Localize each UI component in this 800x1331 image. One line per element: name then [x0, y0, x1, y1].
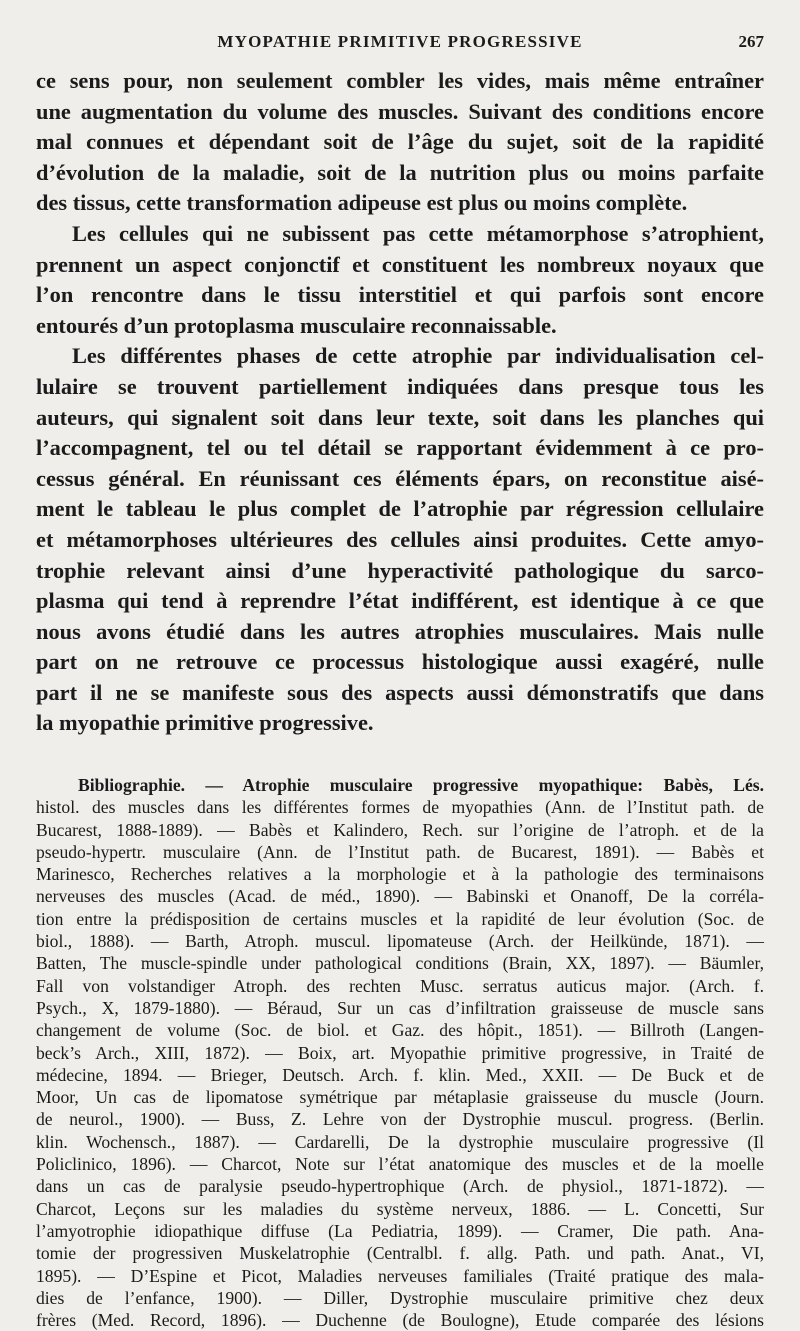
running-title: MYOPATHIE PRIMITIVE PROGRESSIVE	[217, 32, 583, 51]
bibliography	[36, 774, 764, 1331]
text-line: plasma qui tend à reprendre l’état indifférent, est identique à ce que	[36, 588, 764, 614]
bibliography-line: de neurol., 1900). — Buss, Z. Lehre von der Dystrophie muscul. progress. (Berlin.	[36, 1109, 764, 1130]
bibliography-line: dies de l’enfance, 1900). — Diller, Dystrophie musculaire primitive chez deux	[36, 1287, 764, 1308]
bibliography-line: klin. Wochensch., 1887). — Cardarelli, De la dystrophie musculaire progressive (Il	[36, 1131, 764, 1152]
text-line: part il ne se manifeste sous des aspects aussi démonstratifs que dans	[36, 679, 764, 705]
text-line: ce sens pour, non seulement combler les vides, mais même entraîner	[36, 68, 764, 93]
bibliography-line: 1895). — D’Espine et Picot, Maladies nerveuses familiales (Traité pratique des mala-	[36, 1265, 764, 1286]
bibliography-line: Psych., X, 1879-1880). — Béraud, Sur un cas d’infiltration graisseuse de muscle sans	[36, 997, 764, 1018]
page-number: 267	[738, 32, 764, 51]
text-line: cessus général. En réunissant ces éléments épars, on reconstitue aisé-	[36, 465, 764, 491]
bibliography-line: médecine, 1894. — Brieger, Deutsch. Arch. f. klin. Med., XXII. — De Buck et de	[36, 1064, 764, 1085]
page-header	[36, 28, 764, 58]
text-line: nous avons étudié dans les autres atrophies musculaires. Mais nulle	[36, 618, 764, 644]
bibliography-line: frères (Med. Record, 1896). — Duchenne (de Boulogne), Etude comparée des lésions	[36, 1310, 764, 1331]
bibliography-line: Policlinico, 1896). — Charcot, Note sur l’état anatomique des muscles et de la moelle	[36, 1154, 764, 1175]
bibliography-line: Marinesco, Recherches relatives a la morphologie et à la pathologie des terminaisons	[36, 864, 764, 885]
text-line: et métamorphoses ultérieures des cellules ainsi produites. Cette amyo-	[36, 526, 764, 552]
text-line: une augmentation du volume des muscles. Suivant des conditions encore	[36, 98, 764, 124]
text-line: mal connues et dépendant soit de l’âge du sujet, soit de la rapidité	[36, 129, 764, 155]
text-line: Les cellules qui ne subissent pas cette métamorphose s’atrophient,	[72, 220, 764, 246]
text-line: l’accompagnent, tel ou tel détail se rapportant évidemment à ce pro-	[36, 435, 764, 461]
bibliography-line: l’amyotrophie idiopathique diffuse (La Pediatria, 1899). — Cramer, Die path. Ana-	[36, 1220, 764, 1241]
bibliography-line: biol., 1888). — Barth, Atroph. muscul. lipomateuse (Arch. der Heilkünde, 1871). —	[36, 931, 764, 952]
bibliography-heading-line: Bibliographie. — Atrophie musculaire progressive myopathique: Babès, Lés.	[78, 775, 764, 795]
text-line: trophie relevant ainsi d’une hyperactivité pathologique du sarco-	[36, 557, 764, 583]
bibliography-line: dans un cas de paralysie pseudo-hypertrophique (Arch. de physiol., 1871-1872). —	[36, 1176, 764, 1197]
text-line: part on ne retrouve ce processus histologique aussi exagéré, nulle	[36, 649, 764, 675]
bibliography-line: changement de volume (Soc. de biol. et Gaz. des hôpit., 1851). — Billroth (Langen-	[36, 1020, 764, 1041]
bibliography-line: Batten, The muscle-spindle under pathological conditions (Brain, XX, 1897). — Bäumler,	[36, 953, 764, 974]
bibliography-line: Charcot, Leçons sur les maladies du système nerveux, 1886. — L. Concetti, Sur	[36, 1198, 764, 1219]
text-line: lulaire se trouvent partiellement indiquées dans presque tous les	[36, 373, 764, 399]
text-line: Les différentes phases de cette atrophie par individualisation cel-	[72, 343, 764, 369]
body-text	[36, 66, 764, 739]
bibliography-line: Bucarest, 1888-1889). — Babès et Kalindero, Rech. sur l’origine de l’atroph. et de la	[36, 819, 764, 840]
text-line: d’évolution de la maladie, soit de la nutrition plus ou moins parfaite	[36, 159, 764, 185]
bibliography-line: nerveuses des muscles (Acad. de méd., 1890). — Babinski et Onanoff, De la corréla-	[36, 886, 764, 907]
text-line: entourés d’un protoplasma musculaire reconnaissable.	[36, 312, 557, 338]
text-line: prennent un aspect conjonctif et constituent les nombreux noyaux que	[36, 251, 764, 277]
bibliography-line: tion entre la prédisposition de certains muscles et la rapidité de leur évolution (Soc. de	[36, 908, 764, 929]
text-line: ment le tableau le plus complet de l’atrophie par régression cellulaire	[36, 496, 764, 522]
text-line: des tissus, cette transformation adipeuse est plus ou moins complète.	[36, 190, 688, 216]
bibliography-line: Fall von volstandiger Atroph. des rechten Musc. serratus auticus major. (Arch. f.	[36, 975, 764, 996]
bibliography-line: tomie der progressiven Muskelatrophie (Centralbl. f. allg. Path. und path. Anat., VI,	[36, 1243, 764, 1264]
text-line: la myopathie primitive progressive.	[36, 710, 374, 736]
text-line: auteurs, qui signalent soit dans leur texte, soit dans les planches qui	[36, 404, 764, 430]
bibliography-line: Moor, Un cas de lipomatose symétrique par métaplasie graisseuse du muscle (Journ.	[36, 1087, 764, 1108]
text-line: l’on rencontre dans le tissu interstitiel et qui parfois sont encore	[36, 282, 764, 308]
bibliography-line: histol. des muscles dans les différentes formes de myopathies (Ann. de l’Institut path. de	[36, 797, 764, 818]
bibliography-line: beck’s Arch., XIII, 1872). — Boix, art. Myopathie primitive progressive, in Traité de	[36, 1042, 764, 1063]
bibliography-line: pseudo-hypertr. musculaire (Ann. de l’Institut path. de Bucarest, 1891). — Babès et	[36, 841, 764, 862]
